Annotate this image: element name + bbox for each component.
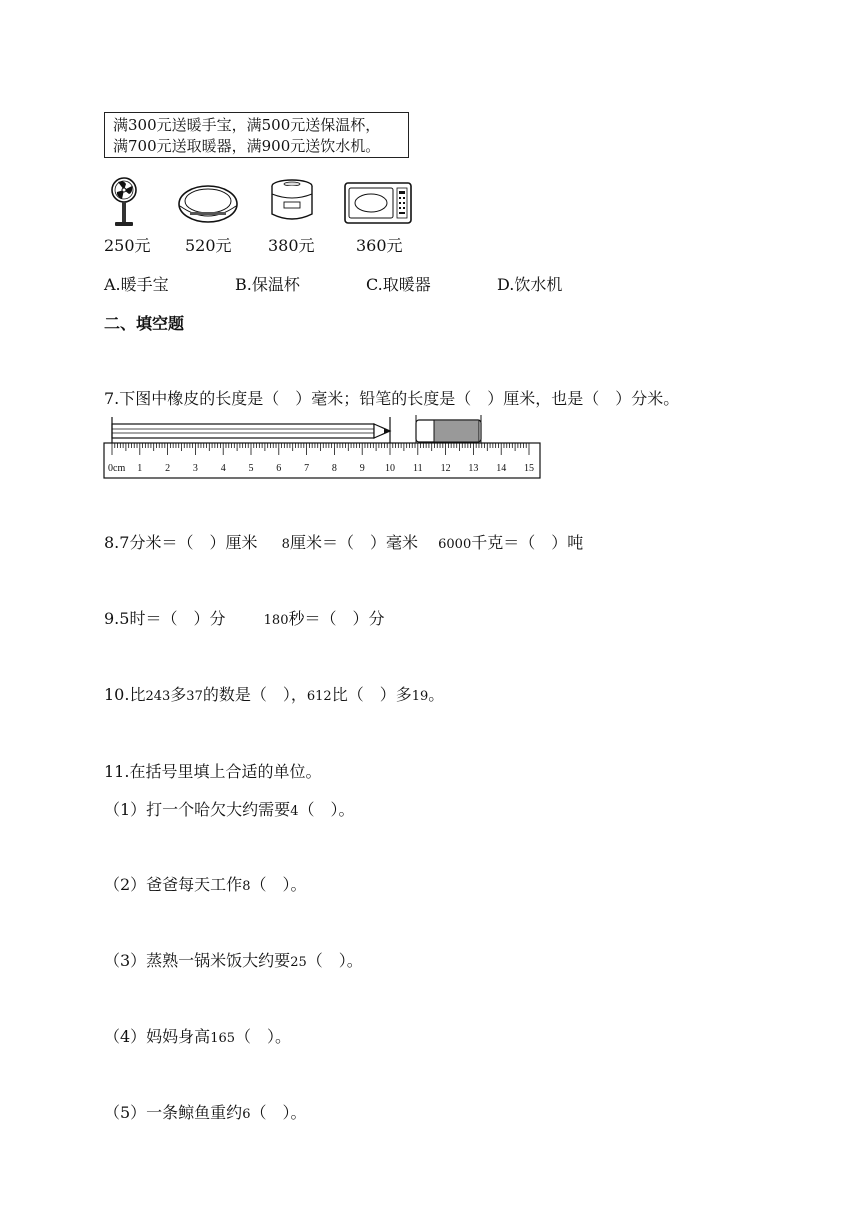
ruler-label: 4 xyxy=(220,463,226,474)
q10-text-c: 的数是（ ）， xyxy=(202,685,307,704)
ruler-label: 14 xyxy=(496,463,507,474)
ruler-label: 2 xyxy=(165,463,171,474)
pencil xyxy=(112,417,390,443)
price-fan: 250元 xyxy=(104,236,151,255)
q8-num-1: 8.7 xyxy=(104,533,130,552)
eraser xyxy=(416,415,481,443)
q10-text-b: 多 xyxy=(170,685,187,704)
robot-vacuum-icon xyxy=(176,180,240,224)
ruler-label: 9 xyxy=(359,463,365,474)
q10-text-d: 比（ ）多 xyxy=(331,685,412,704)
question-9 xyxy=(104,606,385,629)
ruler-label: 8 xyxy=(331,463,337,474)
q8-num-2: 8 xyxy=(281,537,290,552)
q9-num-2: 180 xyxy=(263,613,289,628)
promotion-box xyxy=(104,112,409,158)
rice-cooker-icon xyxy=(268,176,316,224)
fan-icon xyxy=(104,176,144,230)
q10-num-3: 612 xyxy=(306,689,332,704)
option-d: D.饮水机 xyxy=(497,275,563,294)
q11-item-1-text: （1）打一个哈欠大约需要 xyxy=(104,800,291,819)
q10-text-a: 10.比 xyxy=(104,685,146,704)
q11-item-2-num: 8 xyxy=(242,879,251,894)
q11-item-1 xyxy=(104,797,354,820)
section-title: 二、填空题 xyxy=(104,314,185,333)
ruler-label: 0cm xyxy=(108,463,126,474)
q11-item-4-text: （4）妈妈身高 xyxy=(104,1027,211,1046)
q11-item-5-blank: （ ）。 xyxy=(250,1103,307,1122)
q11-item-5-num: 6 xyxy=(242,1107,251,1122)
q8-part-3: 千克＝（ ）吨 xyxy=(471,533,584,552)
q11-item-3-blank: （ ）。 xyxy=(306,951,363,970)
ruler-label: 11 xyxy=(412,463,423,474)
q11-item-3 xyxy=(104,948,363,971)
price-rice-cooker: 380元 xyxy=(268,236,315,255)
q10-num-2: 37 xyxy=(186,689,203,704)
price-microwave: 360元 xyxy=(356,236,403,255)
price-vacuum: 520元 xyxy=(185,236,232,255)
q11-item-4-blank: （ ）。 xyxy=(235,1027,292,1046)
question-10 xyxy=(104,682,444,705)
q8-part-1: 分米＝（ ）厘米 xyxy=(129,533,258,552)
q9-part-1: 时＝（ ）分 xyxy=(129,609,226,628)
q11-item-3-text: （3）蒸熟一锅米饭大约要 xyxy=(104,951,291,970)
option-b: B.保温杯 xyxy=(235,275,300,294)
ruler-label: 5 xyxy=(248,463,254,474)
ruler-label: 10 xyxy=(385,463,395,474)
q11-item-5-text: （5）一条鲸鱼重约 xyxy=(104,1103,243,1122)
question-8 xyxy=(104,530,583,553)
q11-item-2-blank: （ ）。 xyxy=(250,875,307,894)
q10-num-1: 243 xyxy=(145,689,171,704)
promotion-line-2: 满700元送取暖器，满900元送饮水机。 xyxy=(113,137,381,155)
q8-part-2: 厘米＝（ ）毫米 xyxy=(289,533,418,552)
ruler-label: 1 xyxy=(137,463,143,474)
ruler-label: 7 xyxy=(304,463,310,474)
q11-item-2 xyxy=(104,872,306,895)
q11-item-2-text: （2）爸爸每天工作 xyxy=(104,875,243,894)
q11-item-5 xyxy=(104,1100,306,1123)
q11-item-3-num: 25 xyxy=(290,955,307,970)
q11-item-1-num: 4 xyxy=(290,804,299,819)
ruler-label: 13 xyxy=(468,463,479,474)
ruler-label: 3 xyxy=(192,463,198,474)
ruler-label: 12 xyxy=(440,463,451,474)
microwave-icon xyxy=(344,182,412,224)
ruler xyxy=(104,443,540,478)
q11-item-4 xyxy=(104,1024,291,1047)
ruler-label: 15 xyxy=(524,463,534,474)
option-c: C.取暖器 xyxy=(366,275,431,294)
question-11: 11.在括号里填上合适的单位。 xyxy=(104,762,322,781)
promotion-line-1: 满300元送暖手宝，满500元送保温杯， xyxy=(113,116,381,134)
pencil-eraser-ruler-figure xyxy=(100,414,546,482)
q9-num-1: 9.5 xyxy=(104,609,130,628)
ruler-label: 6 xyxy=(276,463,282,474)
option-a: A.暖手宝 xyxy=(104,275,169,294)
q9-part-2: 秒＝（ ）分 xyxy=(288,609,385,628)
q10-text-e: 。 xyxy=(428,685,445,704)
q11-item-4-num: 165 xyxy=(210,1031,236,1046)
question-7: 7.下图中橡皮的长度是（ ）毫米；铅笔的长度是（ ）厘米，也是（ ）分米。 xyxy=(104,389,680,408)
q8-num-3: 6000 xyxy=(438,537,472,552)
q11-item-1-blank: （ ）。 xyxy=(298,800,355,819)
q10-num-4: 19 xyxy=(411,689,429,704)
